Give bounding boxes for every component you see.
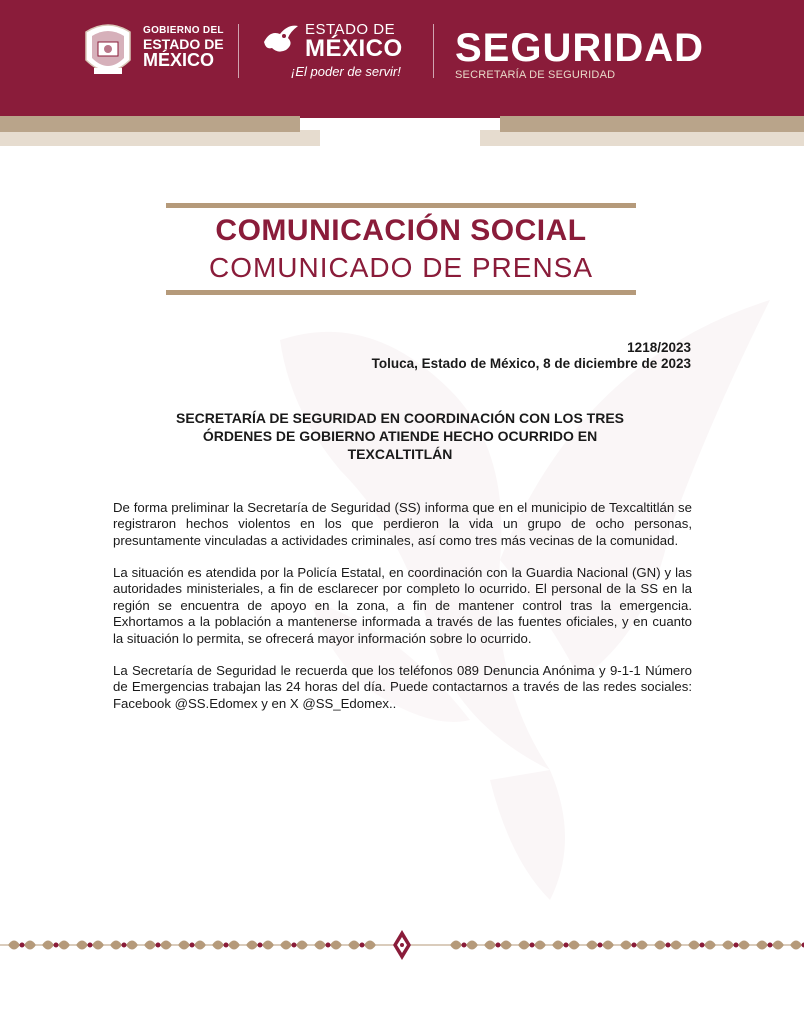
- header-divider: [433, 24, 434, 78]
- headline-line: SECRETARÍA DE SEGURIDAD EN COORDINACIÓN CON LOS TRES: [175, 410, 625, 426]
- hummingbird-logo-icon: [260, 20, 300, 60]
- headline: [110, 410, 690, 464]
- header-accent-bar: [0, 116, 300, 132]
- header-accent-bar: [480, 130, 804, 146]
- gov-logo-text: [143, 26, 224, 70]
- body-text: [113, 500, 692, 728]
- header-accent-bar: [500, 116, 804, 132]
- page-title: COMUNICACIÓN SOCIAL: [215, 214, 587, 247]
- page-subtitle: COMUNICADO DE PRENSA: [208, 252, 594, 283]
- body-paragraph: La situación es atendida por la Policía Estatal, en coordinación con la Guardia Nacional (GN) y las autoridades ministeriales, a fin de esclarecer por completo lo ocurrido. El personal de la SS en la región se encuentra de apoyo en la zona, a fin de mantener control tras la emergencia. Exhortamos a la población a mantenerse informada a través de las fuentes oficiales, y en cuanto la situación lo permita, se ofrecerá mayor información sobre lo ocurrido.: [113, 565, 692, 646]
- edomex-logo-text: [291, 21, 403, 79]
- gov-small-text: GOBIERNO DEL: [143, 25, 224, 36]
- edomex-state-text: ESTADO DE: [305, 21, 396, 38]
- body-paragraph: De forma preliminar la Secretaría de Seguridad (SS) informa que en el municipio de Texcaltitlán se registraron hechos violentos en los que perdieron la vida un grupo de ocho personas, presuntamente vinculadas a actividades criminales, así como tres más vecinas de la comunidad.: [113, 500, 692, 548]
- title-rule-bottom: [166, 290, 636, 295]
- gov-line3-text: MÉXICO: [143, 50, 215, 71]
- headline-line: ÓRDENES DE GOBIERNO ATIENDE HECHO OCURRIDO EN: [202, 427, 598, 444]
- title-rule-top: [166, 203, 636, 208]
- seguridad-title: SEGURIDAD: [455, 26, 705, 70]
- place-date: Toluca, Estado de México, 8 de diciembre de 2023: [371, 356, 691, 371]
- gov-line2-text: ESTADO DE: [143, 35, 224, 52]
- decorative-border-icon: [0, 928, 804, 962]
- body-paragraph: La Secretaría de Seguridad le recuerda que los teléfonos 089 Denuncia Anónima y 9-1-1 Número de Emergencias trabajan las 24 horas del día. Puede contactarnos a través de las redes sociales: Facebook @SS.Edomex y en X @SS_Edomex..: [113, 662, 692, 711]
- bulletin-number: 1218/2023: [627, 340, 691, 355]
- state-seal-icon: [80, 18, 136, 82]
- header-band: [0, 0, 804, 118]
- secretaria-subtitle: SECRETARÍA DE SEGURIDAD: [455, 69, 616, 81]
- headline-line: TEXCALTITLÁN: [347, 445, 453, 462]
- edomex-mexico-text: MÉXICO: [305, 35, 403, 62]
- header-accent-bar: [0, 130, 320, 146]
- edomex-motto-text: ¡El poder de servir!: [291, 64, 401, 79]
- header-divider: [238, 24, 239, 78]
